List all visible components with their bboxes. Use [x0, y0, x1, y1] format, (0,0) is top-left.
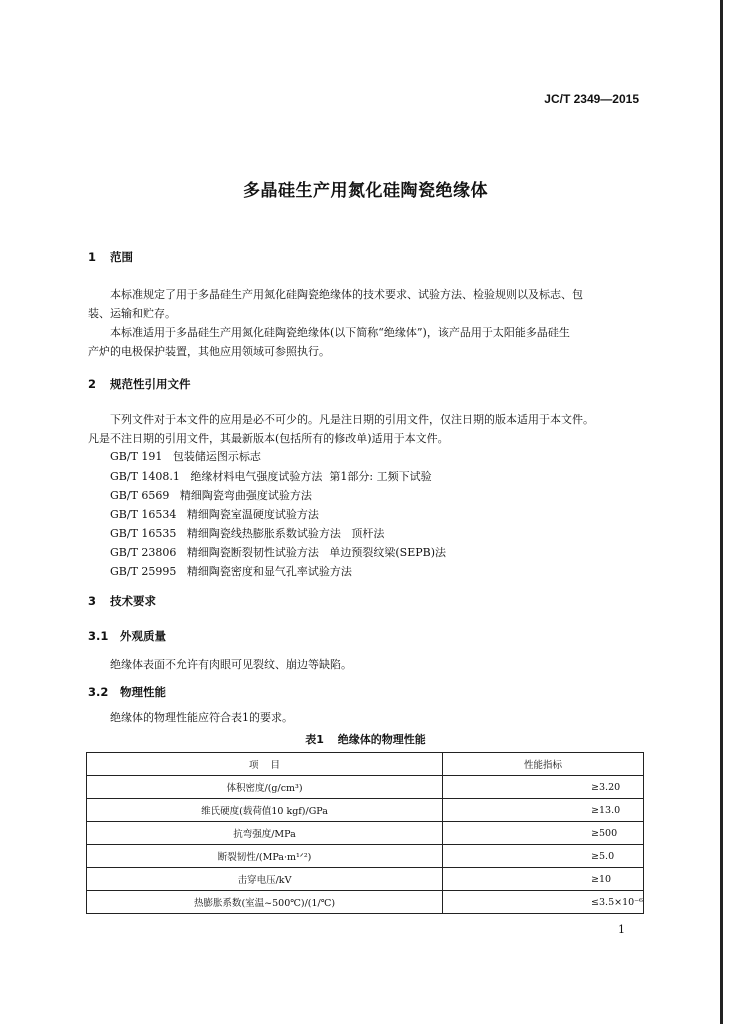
table-row	[87, 776, 644, 799]
property-value: ≤3.5×10⁻⁶	[443, 891, 644, 914]
table-title: 绝缘体的物理性能	[337, 733, 426, 746]
table-row	[87, 891, 644, 914]
physical-properties-table	[86, 752, 644, 914]
table-number: 表1	[305, 733, 324, 746]
property-value: ≥10	[443, 868, 644, 891]
section-number: 3.2	[88, 685, 109, 699]
column-header-requirement: 性能指标	[443, 753, 644, 776]
section-1-paragraph-2	[88, 323, 640, 361]
property-value: ≥500	[443, 822, 644, 845]
property-value: ≥5.0	[443, 845, 644, 868]
section-3-2-heading	[88, 684, 166, 700]
table-row	[87, 822, 644, 845]
reference-item: GB/T 25995 精细陶瓷密度和显气孔率试验方法	[110, 565, 352, 578]
property-value: ≥13.0	[443, 799, 644, 822]
section-2-paragraph	[88, 410, 640, 448]
table-row	[87, 799, 644, 822]
reference-item: GB/T 191 包装储运图示标志	[110, 450, 261, 463]
section-title: 技术要求	[110, 594, 157, 608]
reference-item: GB/T 16534 精细陶瓷室温硬度试验方法	[110, 508, 319, 521]
property-name: 断裂韧性/(MPa·m¹ᐟ²)	[87, 845, 443, 868]
reference-item: GB/T 23806 精细陶瓷断裂韧性试验方法 单边预裂纹梁(SEPB)法	[110, 546, 447, 559]
reference-item: GB/T 1408.1 绝缘材料电气强度试验方法 第1部分: 工频下试验	[110, 470, 432, 483]
property-name: 体积密度/(g/cm³)	[87, 776, 443, 799]
table-header-row	[87, 753, 644, 776]
property-name: 抗弯强度/MPa	[87, 822, 443, 845]
page-number: 1	[618, 923, 625, 936]
text-line: 装、运输和贮存。	[88, 307, 176, 320]
table-caption	[0, 731, 731, 747]
section-title: 规范性引用文件	[110, 377, 191, 391]
reference-item: GB/T 16535 精细陶瓷线热膨胀系数试验方法 顶杆法	[110, 527, 385, 540]
section-title: 物理性能	[120, 685, 167, 699]
section-number: 3	[88, 594, 97, 608]
column-header-item: 项 目	[87, 753, 443, 776]
section-number: 3.1	[88, 629, 109, 643]
section-2-heading	[88, 376, 191, 392]
section-3-1-text: 绝缘体表面不允许有肉眼可见裂纹、崩边等缺陷。	[110, 658, 352, 671]
property-name: 击穿电压/kV	[87, 868, 443, 891]
property-value: ≥3.20	[443, 776, 644, 799]
text-line: 本标准适用于多晶硅生产用氮化硅陶瓷绝缘体(以下简称“绝缘体”)，该产品用于太阳能多晶硅生	[110, 326, 570, 339]
text-line: 产炉的电极保护装置，其他应用领域可参照执行。	[88, 345, 330, 358]
document-title: 多晶硅生产用氮化硅陶瓷绝缘体	[243, 181, 488, 201]
section-number: 2	[88, 377, 97, 391]
table-row	[87, 845, 644, 868]
section-title: 范围	[110, 250, 134, 264]
section-3-2-text: 绝缘体的物理性能应符合表1的要求。	[110, 711, 293, 724]
section-title: 外观质量	[120, 629, 167, 643]
standard-code: JC/T 2349—2015	[544, 92, 639, 106]
section-1-heading	[88, 249, 133, 265]
section-1-paragraph-1	[88, 285, 640, 323]
table-row	[87, 868, 644, 891]
scan-border-line	[720, 0, 723, 1024]
property-name: 热膨胀系数(室温~500℃)/(1/℃)	[87, 891, 443, 914]
section-3-heading	[88, 593, 156, 609]
section-3-1-heading	[88, 628, 166, 644]
section-number: 1	[88, 250, 97, 264]
reference-item: GB/T 6569 精细陶瓷弯曲强度试验方法	[110, 489, 312, 502]
text-line: 凡是不注日期的引用文件，其最新版本(包括所有的修改单)适用于本文件。	[88, 432, 449, 445]
property-name: 维氏硬度(载荷值10 kgf)/GPa	[87, 799, 443, 822]
text-line: 下列文件对于本文件的应用是必不可少的。凡是注日期的引用文件，仅注日期的版本适用于本文件。	[110, 413, 594, 426]
text-line: 本标准规定了用于多晶硅生产用氮化硅陶瓷绝缘体的技术要求、试验方法、检验规则以及标志、包	[110, 288, 583, 301]
